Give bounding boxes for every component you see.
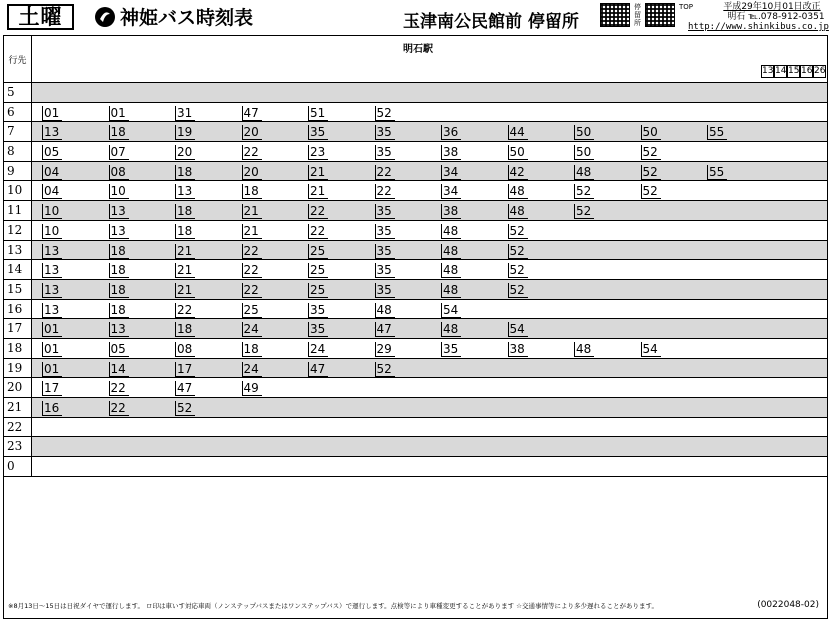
top-link[interactable]: TOP <box>679 3 694 11</box>
note-mark: 15 <box>788 66 800 76</box>
minute-cells <box>32 418 827 437</box>
table-row <box>4 241 827 261</box>
footer <box>4 521 827 618</box>
departure-minute: 51 <box>308 106 328 121</box>
departure-minute: 48 <box>441 244 461 259</box>
website-link[interactable]: http://www.shinkibus.co.jp <box>688 22 829 32</box>
departure-minute: 54 <box>508 322 528 337</box>
departure-minute: 35 <box>308 125 328 140</box>
table-row <box>4 300 827 320</box>
minute-cells <box>32 280 827 299</box>
note-marks <box>761 65 826 78</box>
departure-minute: 18 <box>109 125 129 140</box>
minute-cells <box>32 181 827 200</box>
departure-minute: 18 <box>109 283 129 298</box>
minute-cells <box>32 398 827 417</box>
departure-minute: 10 <box>42 224 62 239</box>
departure-minute: 48 <box>441 224 461 239</box>
departure-minute: 13 <box>42 283 62 298</box>
departure-minute: 24 <box>308 342 328 357</box>
minute-cells <box>32 300 827 319</box>
departure-minute: 21 <box>175 283 195 298</box>
departure-minute: 55 <box>707 125 727 140</box>
departure-minute: 04 <box>42 165 62 180</box>
departure-minute: 13 <box>42 244 62 259</box>
hour-label: 10 <box>4 181 32 200</box>
departure-minute: 25 <box>308 263 328 278</box>
departure-minute: 18 <box>242 342 262 357</box>
departure-minute: 50 <box>508 145 528 160</box>
minute-cells <box>32 319 827 338</box>
departure-minute: 21 <box>242 204 262 219</box>
minute-cells <box>32 359 827 378</box>
table-row <box>4 181 827 201</box>
table-row <box>4 378 827 398</box>
timetable-rows <box>4 83 827 477</box>
departure-minute: 29 <box>375 342 395 357</box>
departure-minute: 35 <box>375 224 395 239</box>
departure-minute: 55 <box>707 165 727 180</box>
departure-minute: 31 <box>175 106 195 121</box>
departure-minute: 13 <box>42 303 62 318</box>
table-row <box>4 457 827 477</box>
hour-label: 7 <box>4 122 32 141</box>
departure-minute: 25 <box>308 283 328 298</box>
departure-minute: 22 <box>109 381 129 396</box>
departure-minute: 18 <box>242 184 262 199</box>
departure-minute: 16 <box>42 401 62 416</box>
day-label: 土曜 <box>7 4 74 30</box>
page-title: 神姫バス時刻表 <box>120 7 254 29</box>
departure-minute: 22 <box>175 303 195 318</box>
departure-minute: 22 <box>308 224 328 239</box>
minute-cells <box>32 201 827 220</box>
departure-minute: 38 <box>441 145 461 160</box>
minute-cells <box>32 339 827 358</box>
departure-minute: 13 <box>109 204 129 219</box>
departure-minute: 22 <box>242 263 262 278</box>
departure-minute: 54 <box>441 303 461 318</box>
revision-date: 平成29年10月01日改正 <box>723 2 821 12</box>
departure-minute: 34 <box>441 184 461 199</box>
hour-label: 20 <box>4 378 32 397</box>
departure-minute: 36 <box>441 125 461 140</box>
departure-minute: 52 <box>508 283 528 298</box>
departure-minute: 25 <box>242 303 262 318</box>
destination-name: 明石駅 <box>403 44 433 55</box>
table-row <box>4 359 827 379</box>
hour-label: 8 <box>4 142 32 161</box>
departure-minute: 20 <box>242 165 262 180</box>
departure-minute: 01 <box>42 106 62 121</box>
departure-minute: 22 <box>375 165 395 180</box>
shinki-logo-icon <box>94 6 116 28</box>
hour-label: 19 <box>4 359 32 378</box>
stop-name: 玉津南公民館前 停留所 <box>403 12 579 32</box>
departure-minute: 18 <box>175 204 195 219</box>
departure-minute: 01 <box>42 362 62 377</box>
hour-label: 12 <box>4 221 32 240</box>
departure-minute: 13 <box>175 184 195 199</box>
departure-minute: 20 <box>242 125 262 140</box>
hour-label: 16 <box>4 300 32 319</box>
departure-minute: 04 <box>42 184 62 199</box>
table-row <box>4 437 827 457</box>
departure-minute: 01 <box>42 322 62 337</box>
departure-minute: 24 <box>242 362 262 377</box>
departure-minute: 52 <box>574 184 594 199</box>
departure-minute: 01 <box>109 106 129 121</box>
hour-label: 18 <box>4 339 32 358</box>
departure-minute: 35 <box>375 263 395 278</box>
departure-minute: 35 <box>375 204 395 219</box>
table-row <box>4 103 827 123</box>
table-row <box>4 339 827 359</box>
minute-cells <box>32 221 827 240</box>
table-row <box>4 280 827 300</box>
departure-minute: 10 <box>109 184 129 199</box>
departure-minute: 05 <box>42 145 62 160</box>
departure-minute: 21 <box>308 184 328 199</box>
departure-minute: 52 <box>641 165 661 180</box>
hour-label: 17 <box>4 319 32 338</box>
departure-minute: 48 <box>441 283 461 298</box>
departure-minute: 50 <box>641 125 661 140</box>
hour-label: 21 <box>4 398 32 417</box>
departure-minute: 38 <box>441 204 461 219</box>
departure-minute: 18 <box>175 322 195 337</box>
minute-cells <box>32 162 827 181</box>
table-row <box>4 162 827 182</box>
departure-minute: 01 <box>42 342 62 357</box>
departure-minute: 22 <box>242 244 262 259</box>
departure-minute: 48 <box>441 322 461 337</box>
departure-minute: 35 <box>308 303 328 318</box>
hour-label: 15 <box>4 280 32 299</box>
minute-cells <box>32 122 827 141</box>
destination-row <box>4 36 827 83</box>
departure-minute: 54 <box>641 342 661 357</box>
departure-minute: 48 <box>574 165 594 180</box>
departure-minute: 48 <box>441 263 461 278</box>
qr-code-icon[interactable] <box>600 3 630 27</box>
departure-minute: 47 <box>175 381 195 396</box>
timetable <box>3 35 828 619</box>
departure-minute: 52 <box>375 362 395 377</box>
departure-minute: 52 <box>508 244 528 259</box>
departure-minute: 25 <box>308 244 328 259</box>
departure-minute: 13 <box>42 125 62 140</box>
header <box>0 0 832 36</box>
departure-minute: 08 <box>109 165 129 180</box>
departure-minute: 21 <box>175 263 195 278</box>
departure-minute: 47 <box>375 322 395 337</box>
departure-minute: 48 <box>508 204 528 219</box>
departure-minute: 21 <box>175 244 195 259</box>
table-row <box>4 221 827 241</box>
hour-label: 11 <box>4 201 32 220</box>
departure-minute: 18 <box>175 224 195 239</box>
hour-label: 13 <box>4 241 32 260</box>
departure-minute: 21 <box>242 224 262 239</box>
departure-minute: 22 <box>242 145 262 160</box>
minute-cells <box>32 378 827 397</box>
departure-minute: 24 <box>242 322 262 337</box>
qr-code-icon[interactable] <box>645 3 675 27</box>
table-row <box>4 398 827 418</box>
table-row <box>4 122 827 142</box>
minute-cells <box>32 142 827 161</box>
note-mark: 26 <box>814 66 826 76</box>
departure-minute: 34 <box>441 165 461 180</box>
hour-label: 9 <box>4 162 32 181</box>
departure-minute: 48 <box>574 342 594 357</box>
hour-label: 22 <box>4 418 32 437</box>
departure-minute: 35 <box>375 125 395 140</box>
departure-minute: 18 <box>175 165 195 180</box>
hour-label: 14 <box>4 260 32 279</box>
table-row <box>4 319 827 339</box>
departure-minute: 52 <box>641 184 661 199</box>
departure-minute: 13 <box>109 322 129 337</box>
departure-minute: 23 <box>308 145 328 160</box>
departure-minute: 38 <box>508 342 528 357</box>
departure-minute: 17 <box>175 362 195 377</box>
departure-minute: 21 <box>308 165 328 180</box>
departure-minute: 08 <box>175 342 195 357</box>
note-mark: 14 <box>775 66 787 76</box>
note-mark: 13 <box>762 66 774 76</box>
hour-label: 6 <box>4 103 32 122</box>
departure-minute: 20 <box>175 145 195 160</box>
departure-minute: 18 <box>109 303 129 318</box>
minute-cells <box>32 103 827 122</box>
departure-minute: 52 <box>375 106 395 121</box>
departure-minute: 44 <box>508 125 528 140</box>
table-row <box>4 260 827 280</box>
hour-label: 0 <box>4 457 32 476</box>
departure-minute: 22 <box>109 401 129 416</box>
table-row <box>4 201 827 221</box>
departure-minute: 22 <box>242 283 262 298</box>
qr-label: 停留所 <box>634 3 641 27</box>
departure-minute: 35 <box>375 244 395 259</box>
departure-minute: 22 <box>375 184 395 199</box>
office-phone: 明石 ℡.078-912-0351 <box>727 12 825 22</box>
departure-minute: 07 <box>109 145 129 160</box>
note-mark: 16 <box>801 66 813 76</box>
hour-label: 23 <box>4 437 32 456</box>
destination-label: 行先 <box>4 36 32 82</box>
departure-minute: 35 <box>375 283 395 298</box>
departure-minute: 13 <box>109 224 129 239</box>
table-row <box>4 418 827 438</box>
departure-minute: 18 <box>109 263 129 278</box>
departure-minute: 50 <box>574 125 594 140</box>
departure-minute: 48 <box>508 184 528 199</box>
minute-cells <box>32 260 827 279</box>
departure-minute: 47 <box>242 106 262 121</box>
departure-minute: 17 <box>42 381 62 396</box>
footer-note: ※8月13日～15日は日祝ダイヤで運行します。 ロ印は車いす対応車両（ノンステップバスまたはワンステップバス）で運行します。点検等により車種変更することがあります ☆交通事情等により多少遅れることがあります。 <box>8 602 658 610</box>
departure-minute: 13 <box>42 263 62 278</box>
table-row <box>4 142 827 162</box>
departure-minute: 52 <box>508 263 528 278</box>
departure-minute: 35 <box>308 322 328 337</box>
departure-minute: 52 <box>508 224 528 239</box>
departure-minute: 22 <box>308 204 328 219</box>
footer-code: (0022048-02) <box>757 600 819 610</box>
departure-minute: 18 <box>109 244 129 259</box>
minute-cells <box>32 437 827 456</box>
minute-cells <box>32 83 827 102</box>
departure-minute: 14 <box>109 362 129 377</box>
departure-minute: 52 <box>641 145 661 160</box>
departure-minute: 49 <box>242 381 262 396</box>
departure-minute: 05 <box>109 342 129 357</box>
hour-label: 5 <box>4 83 32 102</box>
minute-cells <box>32 241 827 260</box>
departure-minute: 35 <box>375 145 395 160</box>
departure-minute: 19 <box>175 125 195 140</box>
departure-minute: 47 <box>308 362 328 377</box>
departure-minute: 52 <box>175 401 195 416</box>
departure-minute: 42 <box>508 165 528 180</box>
departure-minute: 35 <box>441 342 461 357</box>
table-row <box>4 83 827 103</box>
departure-minute: 10 <box>42 204 62 219</box>
departure-minute: 52 <box>574 204 594 219</box>
minute-cells <box>32 457 827 476</box>
departure-minute: 50 <box>574 145 594 160</box>
departure-minute: 48 <box>375 303 395 318</box>
